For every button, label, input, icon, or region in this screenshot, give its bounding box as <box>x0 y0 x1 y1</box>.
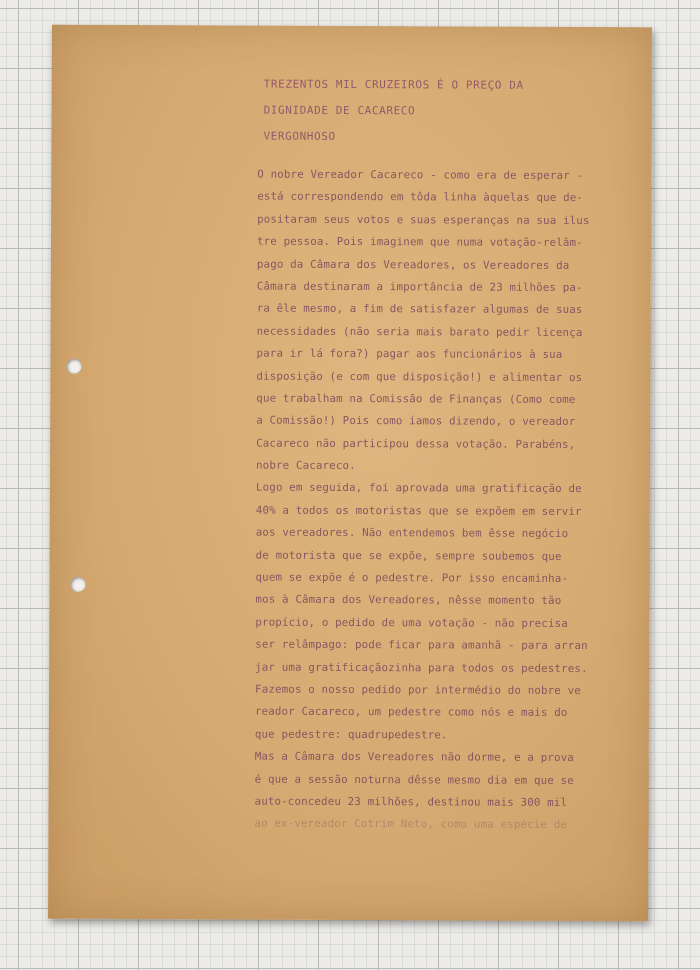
document-body <box>254 164 637 837</box>
document-heading <box>263 72 523 151</box>
body-line: Mas a Câmara dos Vereadores não dorme, e a prova <box>254 749 575 765</box>
body-line: auto-concedeu 23 milhões, destinou mais 300 mil <box>254 794 568 809</box>
body-line: para ir lá fora?) pagar aos funcionários à sua <box>256 346 563 362</box>
body-line: reador Cacareco, um pedestre como nós e mais do <box>254 704 568 720</box>
body-line: 40% a todos os motoristas que se expõem em servir <box>255 503 582 518</box>
body-line: aos vereadores. Não entendemos bem êsse negócio <box>255 525 569 541</box>
body-line: está correspondendo em tôda linha àquelas que de- <box>257 189 584 205</box>
punch-hole-bottom <box>70 577 85 592</box>
heading-line: VERGONHOSO <box>263 129 336 143</box>
heading-line: TREZENTOS MIL CRUZEIROS É O PREÇO DA <box>263 77 524 92</box>
punch-hole-top <box>66 359 81 374</box>
body-line: disposição (e com que disposição!) e alimentar os <box>256 369 583 384</box>
body-line: que pedestre: quadrupedestre. <box>254 727 448 742</box>
body-line: Câmara destinaram a importância de 23 milhões pa- <box>256 279 583 294</box>
body-line: Cacareco não participou dessa votação. Parabéns, <box>256 436 576 451</box>
body-line: ra êle mesmo, a fim de satisfazer algumas de suas <box>256 301 583 317</box>
body-line: jar uma gratificaçãozinha para todos os pedestres. <box>255 660 588 675</box>
body-line: tre pessoa. Pois imaginem que numa votação-relâm- <box>256 234 583 250</box>
body-line: ser relâmpago: pode ficar para amanhã - para arran <box>255 637 588 653</box>
body-line: ao ex-vereador Cotrim Neto, como uma espécie de <box>254 816 568 832</box>
body-line: nobre Cacareco. <box>256 458 356 473</box>
body-line: mos à Câmara dos Vereadores, nêsse momento tão <box>255 593 562 608</box>
body-line: que trabalham na Comissão de Finanças (Como come <box>256 391 576 406</box>
body-line: propício, o pedido de uma votação - não precisa <box>255 615 568 630</box>
body-line: Fazemos o nosso pedido por intermédio do nobre ve <box>255 682 581 697</box>
body-line: é que a sessão noturna dêsse mesmo dia em que se <box>254 772 574 787</box>
body-line: quem se expõe é o pedestre. Por isso encaminha- <box>255 570 569 585</box>
body-line: a Comissão!) Pois como íamos dizendo, o vereador <box>256 413 576 429</box>
body-line: pago da Câmara dos Vereadores, os Vereadores da <box>256 257 570 272</box>
body-line: O nobre Vereador Cacareco - como era de esperar - <box>257 167 584 183</box>
body-line: Logo em seguida, foi aprovada uma gratificação de <box>255 481 582 496</box>
body-line: necessidades (não seria mais barato pedir licença <box>256 324 583 339</box>
heading-line: DIGNIDADE DE CACARECO <box>263 103 416 118</box>
body-line: positaram seus votos e suas esperanças na sua ilus <box>257 212 590 227</box>
document-sheet <box>48 25 652 922</box>
body-line: de motorista que se expõe, sempre soubemos que <box>255 548 562 563</box>
